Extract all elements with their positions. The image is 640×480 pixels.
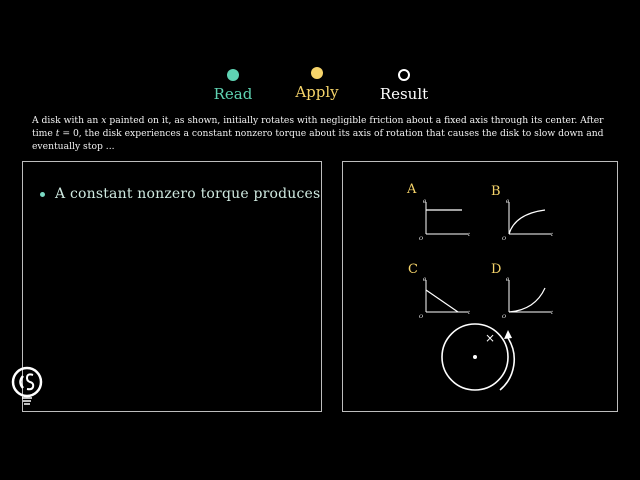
problem-var-x: x (101, 115, 107, 126)
graph-a[interactable] (418, 196, 474, 242)
bullet-dot (40, 192, 45, 197)
logo-icon (10, 366, 44, 406)
graph-b-origin: O (502, 236, 507, 242)
graph-d[interactable] (501, 274, 557, 320)
disk-x-mark: × (485, 331, 496, 345)
rotating-disk-diagram (434, 318, 526, 400)
graph-c-origin: O (419, 314, 424, 320)
graph-c-xlabel: t (468, 310, 471, 316)
step-read-label: Read (213, 85, 253, 103)
graph-b[interactable] (501, 196, 557, 242)
graph-c-ylabel: θ (423, 277, 427, 283)
problem-var-t: t (55, 128, 60, 139)
disk-center-dot (473, 355, 477, 359)
step-apply-label: Apply (295, 83, 339, 101)
graph-b-curve (509, 210, 545, 234)
step-read-dot (227, 69, 239, 81)
graph-a-ylabel: θ (423, 199, 427, 205)
bullet-text: A constant nonzero torque produces (55, 186, 321, 202)
graph-d-origin: O (502, 314, 507, 320)
graph-a-xlabel: t (468, 232, 471, 238)
graph-d-xlabel: t (551, 310, 554, 316)
graph-c-curve (426, 290, 458, 312)
step-read[interactable] (208, 69, 258, 103)
graph-d-ylabel: θ (506, 277, 510, 283)
graph-b-xlabel: t (551, 232, 554, 238)
option-a-label[interactable]: A (407, 182, 417, 197)
cs-lightbulb-logo (10, 366, 44, 406)
problem-text-part1: A disk with an (32, 115, 102, 126)
option-c-label[interactable]: C (408, 262, 418, 277)
graph-a-origin: O (419, 236, 424, 242)
rotation-arrow-head-icon (504, 330, 512, 339)
notes-bullet (40, 186, 320, 202)
problem-statement (32, 114, 610, 153)
graph-c[interactable] (418, 274, 474, 320)
step-result-dot (398, 69, 410, 81)
graph-b-ylabel: θ (506, 199, 510, 205)
step-result-label: Result (379, 85, 429, 103)
problem-text-part3: = 0, the disk experiences a constant nonzero torque about its axis of rotation that causes the disk to slow down and eventually stop ... (32, 128, 604, 152)
step-result[interactable] (376, 69, 432, 103)
graph-d-curve (509, 288, 545, 312)
step-apply-dot (311, 67, 323, 79)
option-b-label[interactable]: B (491, 184, 501, 199)
step-apply[interactable] (290, 67, 344, 101)
option-d-label[interactable]: D (491, 262, 502, 277)
problem-text-part2: painted on it, as shown, initially rotates with negligible friction about a fixed axis through its center. After time (32, 115, 604, 139)
